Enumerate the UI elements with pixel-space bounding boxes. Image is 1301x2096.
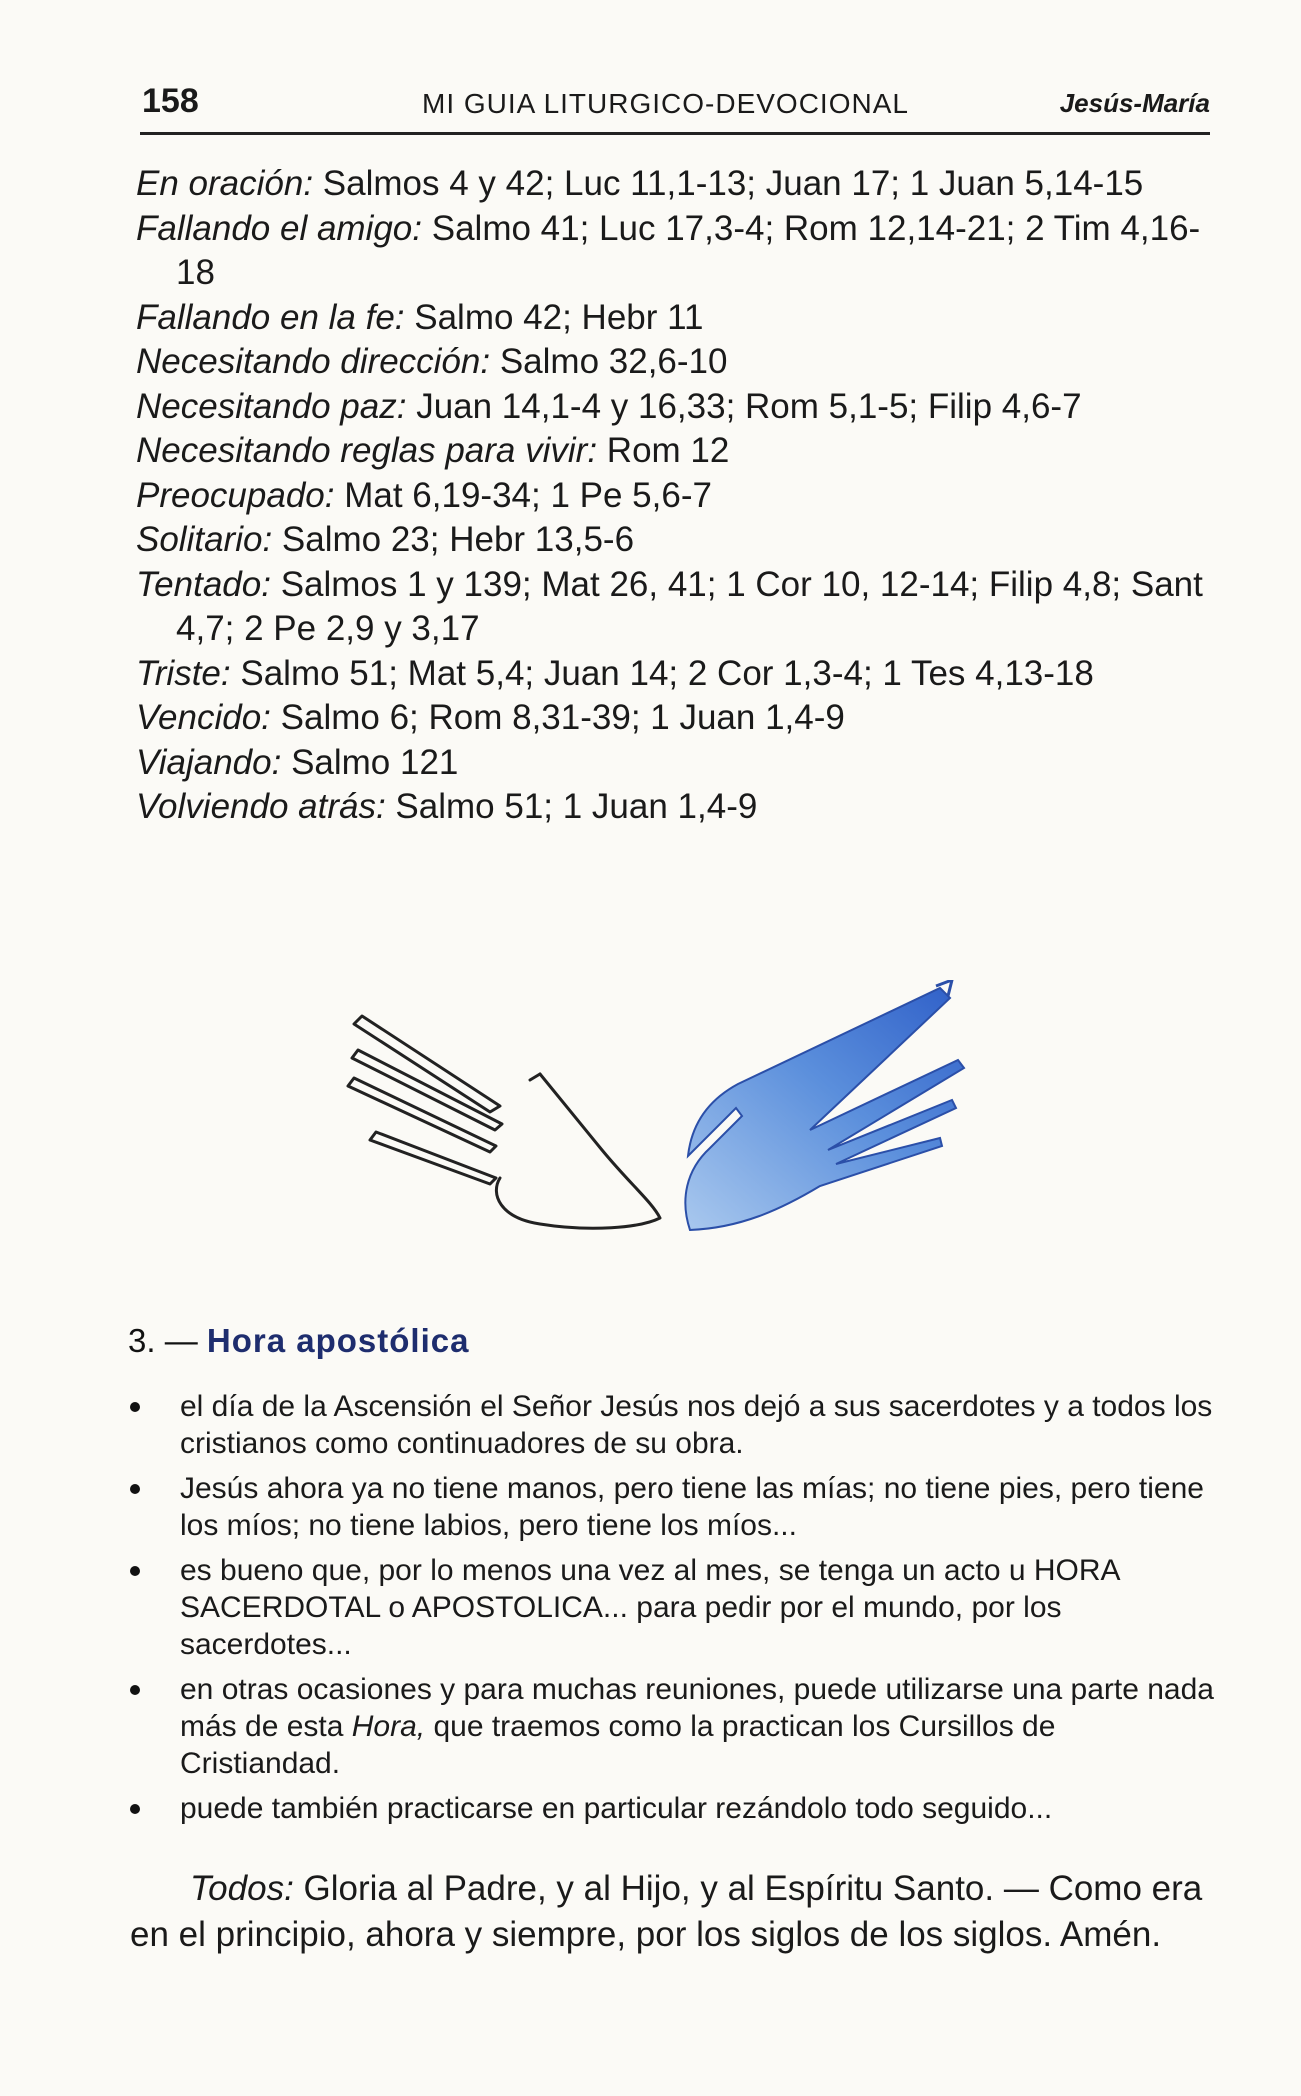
- entry-label: Preocupado:: [136, 475, 335, 515]
- index-entry: [136, 652, 1216, 697]
- closing-label: Todos:: [190, 1869, 294, 1908]
- index-entry: [136, 741, 1216, 786]
- section-title: Hora apostólica: [206, 1322, 470, 1359]
- entry-label: En oración:: [136, 164, 314, 203]
- index-entry: [136, 296, 1216, 341]
- entry-text: Mat 6,19-34; 1 Pe 5,6-7: [344, 475, 712, 515]
- entry-text: Salmos 1 y 139; Mat 26, 41; 1 Cor 10, 12-14; Filip 4,8; Sant 4,7; 2 Pe 2,9 y 3,17: [176, 564, 1203, 648]
- entry-text: Salmo 51; 1 Juan 1,4-9: [395, 787, 758, 826]
- bullet-text: puede también practicarse en particular rezándolo todo seguido...: [180, 1792, 1053, 1825]
- index-entry: [136, 207, 1216, 296]
- entry-text: Rom 12: [606, 431, 730, 470]
- list-item: [124, 1552, 1214, 1663]
- blue-hand: [685, 980, 964, 1230]
- outlined-hand: [348, 1016, 660, 1228]
- entry-text: Salmo 51; Mat 5,4; Juan 14; 2 Cor 1,3-4; 1 Tes 4,13-18: [240, 653, 1094, 693]
- entry-text: Salmo 121: [291, 742, 459, 782]
- page-number: 158: [142, 82, 199, 120]
- entry-label: Vencido:: [136, 698, 271, 737]
- running-section: Jesús-María: [1059, 88, 1210, 118]
- bullet-icon: [130, 1685, 140, 1695]
- section-number: 3. —: [128, 1322, 198, 1359]
- bullet-text-post: que traemos como la practican los Cursillos de Cristiandad.: [180, 1710, 1056, 1780]
- closing-prayer: [130, 1866, 1210, 1958]
- page-header: [140, 82, 1210, 135]
- scripture-index: [136, 162, 1216, 830]
- closing-text: Gloria al Padre, y al Hijo, y al Espíritu Santo. — Como era en el principio, ahora y siempre, por los siglos de los siglos. Amén.: [130, 1869, 1203, 1954]
- open-hands-icon: [340, 980, 1000, 1260]
- list-item: [124, 1790, 1214, 1827]
- list-item: [124, 1470, 1214, 1544]
- index-entry: [136, 696, 1216, 741]
- index-entry: [136, 429, 1216, 474]
- index-entry: [136, 162, 1216, 207]
- running-title: MI GUIA LITURGICO-DEVOCIONAL: [422, 88, 909, 119]
- entry-label: Triste:: [136, 653, 231, 693]
- section-heading: [128, 1322, 469, 1360]
- entry-text: Salmo 32,6-10: [499, 342, 728, 381]
- bullet-icon: [130, 1804, 140, 1814]
- bullet-emphasis: Hora,: [351, 1710, 426, 1743]
- index-entry: [136, 385, 1216, 430]
- index-entry: [136, 563, 1216, 652]
- entry-text: Salmo 23; Hebr 13,5-6: [281, 520, 635, 559]
- entry-text: Salmos 4 y 42; Luc 11,1-13; Juan 17; 1 Juan 5,14-15: [322, 164, 1144, 203]
- bullet-list: [124, 1388, 1214, 1835]
- bullet-text: el día de la Ascensión el Señor Jesús nos dejó a sus sacerdotes y a todos los cristianos como continuadores de su obra.: [180, 1390, 1213, 1460]
- entry-label: Solitario:: [136, 520, 273, 559]
- entry-text: Salmo 42; Hebr 11: [414, 297, 704, 337]
- entry-label: Necesitando reglas para vivir:: [136, 431, 598, 470]
- entry-label: Fallando el amigo:: [136, 208, 422, 248]
- index-entry: [136, 340, 1216, 385]
- index-entry: [136, 518, 1216, 563]
- entry-label: Fallando en la fe:: [136, 297, 405, 337]
- bullet-icon: [130, 1402, 140, 1412]
- entry-label: Tentado:: [136, 564, 271, 604]
- entry-label: Viajando:: [136, 742, 282, 782]
- bullet-text-pre: en otras ocasiones y para muchas reuniones, puede utilizarse una parte nada más de esta: [180, 1673, 1214, 1743]
- entry-text: Salmo 41; Luc 17,3-4; Rom 12,14-21; 2 Tim 4,16-18: [176, 208, 1201, 292]
- entry-label: Necesitando paz:: [136, 386, 407, 426]
- list-item: [124, 1388, 1214, 1462]
- index-entry: [136, 785, 1216, 830]
- bullet-text: es bueno que, por lo menos una vez al mes, se tenga un acto u HORA SACERDOTAL o APOSTOLICA... para pedir por el mundo, por los sacerdotes...: [180, 1554, 1119, 1661]
- bullet-text: Jesús ahora ya no tiene manos, pero tiene las mías; no tiene pies, pero tiene los míos; no tiene labios, pero tiene los míos...: [180, 1472, 1204, 1542]
- entry-text: Salmo 6; Rom 8,31-39; 1 Juan 1,4-9: [280, 698, 845, 737]
- bullet-icon: [130, 1484, 140, 1494]
- bullet-icon: [130, 1566, 140, 1576]
- index-entry: [136, 474, 1216, 519]
- entry-label: Volviendo atrás:: [136, 787, 386, 826]
- entry-text: Juan 14,1-4 y 16,33; Rom 5,1-5; Filip 4,6-7: [416, 386, 1082, 426]
- entry-label: Necesitando dirección:: [136, 342, 491, 381]
- list-item: [124, 1671, 1214, 1782]
